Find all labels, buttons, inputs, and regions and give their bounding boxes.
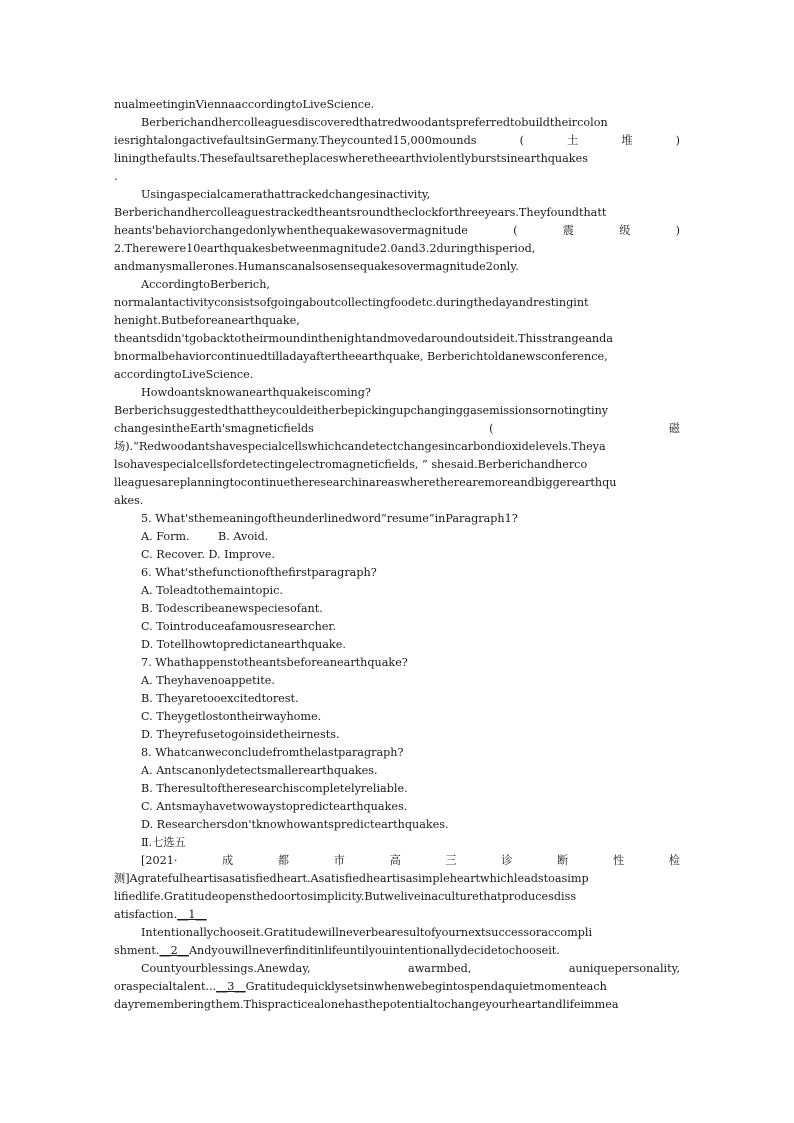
document-body <box>114 96 680 1014</box>
passage-line: Howdoantsknowanearthquakeiscoming? <box>141 386 371 399</box>
question-stem: 6. What'sthefunctionofthefirstparagraph? <box>141 566 377 579</box>
passage-line: 2.Therewere10earthquakesbetweenmagnitude2.0and3.2duringthisperiod, <box>114 242 536 255</box>
passage-text: changesintheEarth'smagneticfields <box>114 422 314 435</box>
question-option: C. Tointroduceafamousresearcher. <box>141 620 337 633</box>
source-text: 市 <box>333 854 345 867</box>
passage-annotation: 土 <box>567 134 579 147</box>
question-option: A. Form. B. Avoid. <box>141 530 269 543</box>
source-text: 都 <box>277 854 290 867</box>
passage-text: ) <box>675 224 680 237</box>
passage-line: 测]Agratefulheartisasatisfiedheart.Asatisfiedheartisasimpleheartwhichleadstoasimp <box>114 872 589 885</box>
question-option: A. Toleadtothemaintopic. <box>141 584 283 597</box>
passage-line: Usingaspecialcamerathattrackedchangesinactivity, <box>141 188 431 201</box>
question-option: A. Antscanonlydetectsmallerearthquakes. <box>141 764 378 777</box>
passage-line: akes. <box>114 494 144 507</box>
passage-line <box>114 942 680 960</box>
passage-line: AccordingtoBerberich, <box>141 278 270 291</box>
passage-line: lleaguesareplanningtocontinuetheresearchinareaswheretherearemoreandbiggerearthqu <box>114 476 617 489</box>
passage-text: atisfaction. <box>114 908 178 921</box>
passage-line: normalantactivityconsistsofgoingaboutcollectingfoodetc.duringthedayandrestingint <box>114 296 589 309</box>
source-text: 检 <box>668 854 680 867</box>
passage-line: nualmeetinginViennaaccordingtoLiveScience. <box>114 98 375 111</box>
passage-text: ( <box>489 422 494 435</box>
passage-text: ( <box>513 224 518 237</box>
passage-line-justified <box>114 420 680 438</box>
source-text: 性 <box>612 854 625 867</box>
passage-text: Gratitudequicklysetsinwhenwebegintospendaquietmomenteach <box>245 980 607 993</box>
passage-line: henight.Butbeforeanearthquake, <box>114 314 300 327</box>
question-option: D. Theyrefusetogoinsidetheirnests. <box>141 728 340 741</box>
question-option: D. Totellhowtopredictanearthquake. <box>141 638 346 651</box>
passage-line <box>114 978 680 996</box>
passage-line: Intentionallychooseit.Gratitudewillneverbearesultofyournextsuccessoraccompli <box>141 926 593 939</box>
question-option: C. Recover. D. Improve. <box>141 548 275 561</box>
question-option: B. Theresultoftheresearchiscompletelyreliable. <box>141 782 408 795</box>
source-text: 诊 <box>501 854 513 867</box>
passage-text: awarmbed, <box>408 962 472 975</box>
passage-text: ) <box>675 134 680 147</box>
passage-line: 场).“Redwoodantshavespecialcellswhichcandetectchangesincarbondioxidelevels.Theya <box>114 440 606 453</box>
passage-line: Berberichsuggestedthattheycouldeitherbepickingupchanginggasemissionsornotingtiny <box>114 404 609 417</box>
passage-line: lsohavespecialcellsfordetectingelectromagneticfields, ” shesaid.Berberichandherco <box>114 458 588 471</box>
passage-line: lifiedlife.Gratitudeopensthedoortosimplicity.Butweliveinaculturethatproducesdiss <box>114 890 577 903</box>
passage-annotation: 震 <box>562 224 574 237</box>
passage-line: accordingtoLiveScience. <box>114 368 254 381</box>
question-option: B. Theyaretooexcitedtorest. <box>141 692 299 705</box>
passage-line: Berberichandhercolleaguesdiscoveredthatredwoodantspreferredtobuildtheircolon <box>141 116 608 129</box>
question-option: C. Antsmayhavetwowaystopredictearthquakes. <box>141 800 408 813</box>
passage-text: heants'behaviorchangedonlywhenthequakewasovermagnitude <box>114 224 468 237</box>
passage-line: andmanysmallerones.Humanscanalsosensequakesovermagnitude2only. <box>114 260 519 273</box>
question-option: A. Theyhavenoappetite. <box>141 674 275 687</box>
question-option: D. Researchersdon'tknowhowantspredictearthquakes. <box>141 818 449 831</box>
blank-1: __1__ <box>177 908 207 921</box>
passage-text: ( <box>519 134 524 147</box>
passage-line: bnormalbehaviorcontinuedtilladayaftertheearthquake, Berberichtoldanewsconference, <box>114 350 608 363</box>
passage-text: Countyourblessings.Anewday, <box>141 962 311 975</box>
passage-line-justified <box>114 222 680 240</box>
source-text: 高 <box>389 854 401 867</box>
source-text: [2021· <box>141 854 178 867</box>
passage-line <box>114 906 680 924</box>
passage-line: theantsdidn'tgobacktotheirmoundinthenightandmovedaroundoutsideit.Thisstrangeanda <box>114 332 613 345</box>
question-stem: 7. Whathappenstotheantsbeforeanearthquake? <box>141 656 408 669</box>
passage-text: shment. <box>114 944 160 957</box>
passage-annotation: 磁 <box>668 422 680 435</box>
source-text: 三 <box>445 854 457 867</box>
passage-text: iesrightalongactivefaultsinGermany.Theycounted15,000mounds <box>114 134 477 147</box>
source-text: 成 <box>222 854 234 867</box>
passage-line: dayrememberingthem.Thispracticealonehasthepotentialtochangeyourheartandlifeimmea <box>114 998 619 1011</box>
question-option: B. Todescribeanewspeciesofant. <box>141 602 323 615</box>
passage-text: Andyouwillneverfinditinlifeuntilyouintentionallydecidetochooseit. <box>188 944 560 957</box>
section-heading: Ⅱ.七选五 <box>141 836 186 849</box>
blank-3: __3__ <box>216 980 246 993</box>
passage-annotation: 堆 <box>621 134 633 147</box>
passage-annotation: 级 <box>619 224 631 237</box>
question-stem: 8. Whatcanweconcludefromthelastparagraph? <box>141 746 404 759</box>
question-option: C. Theygetlostontheirwayhome. <box>141 710 322 723</box>
passage-line: liningthefaults.Thesefaultsaretheplaceswheretheearthviolentlyburstsinearthquakes <box>114 152 588 165</box>
blank-2: __2__ <box>159 944 189 957</box>
passage-line-justified <box>114 132 680 150</box>
source-text: 断 <box>557 854 569 867</box>
passage-line: Berberichandhercolleaguestrackedtheantsroundtheclockforthreeyears.Theyfoundthatt <box>114 206 607 219</box>
passage-text: oraspecialtalent... <box>114 980 217 993</box>
question-stem: 5. What'sthemeaningoftheunderlinedword“resume”inParagraph1? <box>141 512 518 525</box>
passage-text: auniquepersonality, <box>568 962 680 975</box>
passage-line: . <box>114 170 118 183</box>
source-line <box>114 852 680 870</box>
passage-line-justified <box>114 960 680 978</box>
